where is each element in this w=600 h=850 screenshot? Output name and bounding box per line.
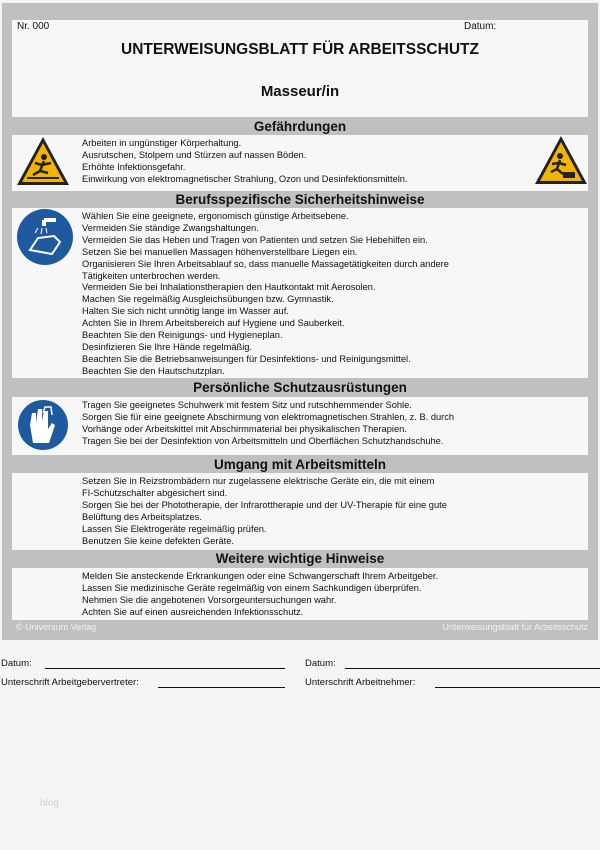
list-item: Benutzen Sie keine defekten Geräte. — [82, 535, 234, 546]
section-header-ppe: Persönliche Schutzausrüstungen — [193, 380, 407, 395]
employee-date-label: Datum: — [305, 658, 336, 669]
wash-hands-mandatory-icon — [16, 208, 74, 266]
list-item: Erhöhte Infektionsgefahr. — [82, 161, 186, 172]
document-header — [12, 20, 588, 117]
list-item: Beachten Sie den Hautschutzplan. — [82, 365, 225, 376]
list-item: Vermeiden Sie ständige Zwangshaltungen. — [82, 222, 259, 233]
document-number: Nr. 000 — [17, 21, 50, 32]
list-item: Organisieren Sie Ihren Arbeitsablauf so, dass manuelle Massagetätigkeiten durch andere — [82, 258, 449, 269]
list-item: Wählen Sie eine geeignete, ergonomisch günstige Arbeitsebene. — [82, 211, 349, 221]
list-item: Nehmen Sie die angebotenen Vorsorgeuntersuchungen wahr. — [82, 594, 337, 605]
footer-document-title: Unterweisungsblatt für Arbeitsschutz — [442, 622, 588, 632]
list-item: Halten Sie sich nicht unnötig lange im Wasser auf. — [82, 306, 289, 317]
section-hazards — [12, 135, 588, 191]
trip-hazard-warning-icon — [533, 134, 589, 186]
list-item: Vermeiden Sie das Heben und Tragen von Patienten und setzen Sie Hebehilfen ein. — [82, 234, 428, 245]
section-ppe — [12, 397, 588, 455]
list-item: Melden Sie ansteckende Erkrankungen oder eine Schwangerschaft Ihrem Arbeitgeber. — [82, 571, 439, 581]
list-item: Achten Sie in Ihrem Arbeitsbereich auf Hygiene und Sauberkeit. — [82, 318, 345, 329]
section-equipment — [12, 473, 588, 550]
employee-signature-label: Unterschrift Arbeitnehmer: — [305, 677, 416, 688]
list-item: Tragen Sie bei der Desinfektion von Arbeitsmitteln und Oberflächen Schutzhandschuhe. — [82, 435, 444, 446]
list-item: Tätigkeiten unterbrochen werden. — [82, 270, 221, 281]
list-item: FI-Schutzschalter abgesichert sind. — [82, 487, 228, 498]
list-item: Arbeiten in ungünstiger Körperhaltung. — [82, 138, 242, 148]
watermark: blog — [40, 798, 59, 809]
employer-signature-line[interactable] — [158, 687, 285, 688]
job-title: Masseur/in — [260, 83, 340, 100]
notes-list — [82, 571, 438, 619]
list-item: Ausrutschen, Stolpern und Stürzen auf nassen Böden. — [82, 149, 307, 160]
list-item: Beachten Sie den Reinigungs- und Hygieneplan. — [82, 330, 283, 341]
list-item: Einwirkung von elektromagnetischer Strahlung, Ozon und Desinfektionsmitteln. — [82, 173, 408, 184]
list-item: Vermeiden Sie bei Inhalationstherapien den Hautkontakt mit Aerosolen. — [82, 282, 376, 293]
employer-date-label: Datum: — [1, 658, 32, 669]
ppe-list — [82, 400, 454, 448]
date-label: Datum: — [464, 21, 497, 32]
gloves-mandatory-icon — [17, 399, 69, 451]
employer-signature-label: Unterschrift Arbeitgebervertreter: — [1, 677, 139, 688]
list-item: Sorgen Sie bei der Phototherapie, der Infrarottherapie und der UV-Therapie für eine gute — [82, 499, 447, 510]
page-title: UNTERWEISUNGSBLATT FÜR ARBEITSSCHUTZ — [121, 41, 479, 58]
section-notes — [12, 568, 588, 620]
equipment-list — [82, 476, 447, 547]
list-item: Setzen Sie bei manuellen Massagen höhenverstellbare Liegen ein. — [82, 246, 358, 257]
section-header-hazards: Gefährdungen — [253, 119, 347, 134]
section-header-equipment: Umgang mit Arbeitsmitteln — [213, 457, 386, 472]
list-item: Beachten Sie die Betriebsanweisungen für Desinfektions- und Reinigungsmittel. — [82, 353, 411, 364]
footer-publisher: © Universum Verlag — [16, 622, 97, 632]
employee-date-line[interactable] — [345, 668, 600, 669]
list-item: Lassen Sie Elektrogeräte regelmäßig prüfen. — [82, 523, 267, 534]
section-safety — [12, 208, 588, 378]
list-item: Desinfizieren Sie Ihre Hände regelmäßig. — [82, 341, 253, 352]
section-header-safety: Berufsspezifische Sicherheitshinweise — [175, 192, 425, 207]
safety-list — [82, 211, 449, 378]
hazards-list — [82, 138, 408, 186]
list-item: Setzen Sie in Reizstrombädern nur zugelassene elektrische Geräte ein, die mit einem — [82, 476, 435, 486]
list-item: Machen Sie regelmäßig Ausgleichsübungen bzw. Gymnastik. — [82, 294, 334, 305]
slippery-floor-warning-icon — [15, 135, 71, 187]
list-item: Lassen Sie medizinische Geräte regelmäßig von einem Sachkundigen überprüfen. — [82, 582, 422, 593]
list-item: Vorhänge oder Arbeitskittel mit Abschirmmaterial bei physikalischen Therapien. — [82, 423, 407, 434]
list-item: Belüftung des Arbeitsplatzes. — [82, 511, 202, 522]
list-item: Achten Sie auf einen ausreichenden Infektionsschutz. — [82, 606, 304, 617]
list-item: Sorgen Sie für eine geeignete Abschirmung von elektromagnetischen Strahlen, z. B. durch — [82, 411, 455, 422]
employer-date-line[interactable] — [45, 668, 285, 669]
employee-signature-line[interactable] — [435, 687, 600, 688]
section-header-notes: Weitere wichtige Hinweise — [215, 551, 385, 566]
list-item: Tragen Sie geeignetes Schuhwerk mit festem Sitz und rutschhemmender Sohle. — [82, 400, 412, 410]
